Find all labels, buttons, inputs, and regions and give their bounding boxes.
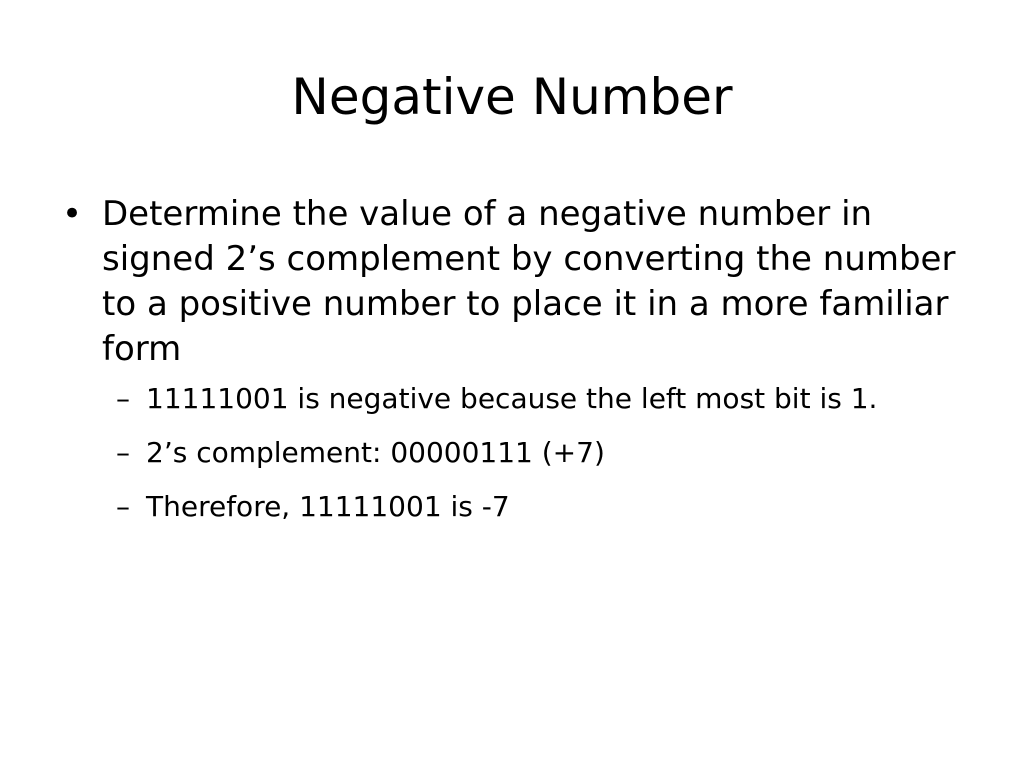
slide-title: Negative Number bbox=[291, 68, 733, 126]
dash-marker: – bbox=[116, 490, 130, 523]
sub-bullet-item bbox=[56, 488, 881, 525]
slide-body bbox=[56, 192, 956, 542]
sub-bullet-list bbox=[56, 380, 956, 525]
bullet-item bbox=[56, 192, 956, 372]
sub-bullet-text: 2’s complement: 00000111 (+7) bbox=[146, 436, 605, 469]
sub-bullet-text: Therefore, 11111001 is -7 bbox=[146, 490, 510, 523]
dash-marker: – bbox=[116, 382, 130, 415]
sub-bullet-item bbox=[56, 380, 881, 417]
sub-bullet-item bbox=[56, 434, 881, 471]
dash-marker: – bbox=[116, 436, 130, 469]
bullet-text: Determine the value of a negative number in signed 2’s complement by converting the number to a positive number to place it in a more familiar form bbox=[102, 194, 956, 369]
bullet-marker: • bbox=[62, 194, 83, 234]
sub-bullet-text: 11111001 is negative because the left most bit is 1. bbox=[146, 382, 878, 415]
